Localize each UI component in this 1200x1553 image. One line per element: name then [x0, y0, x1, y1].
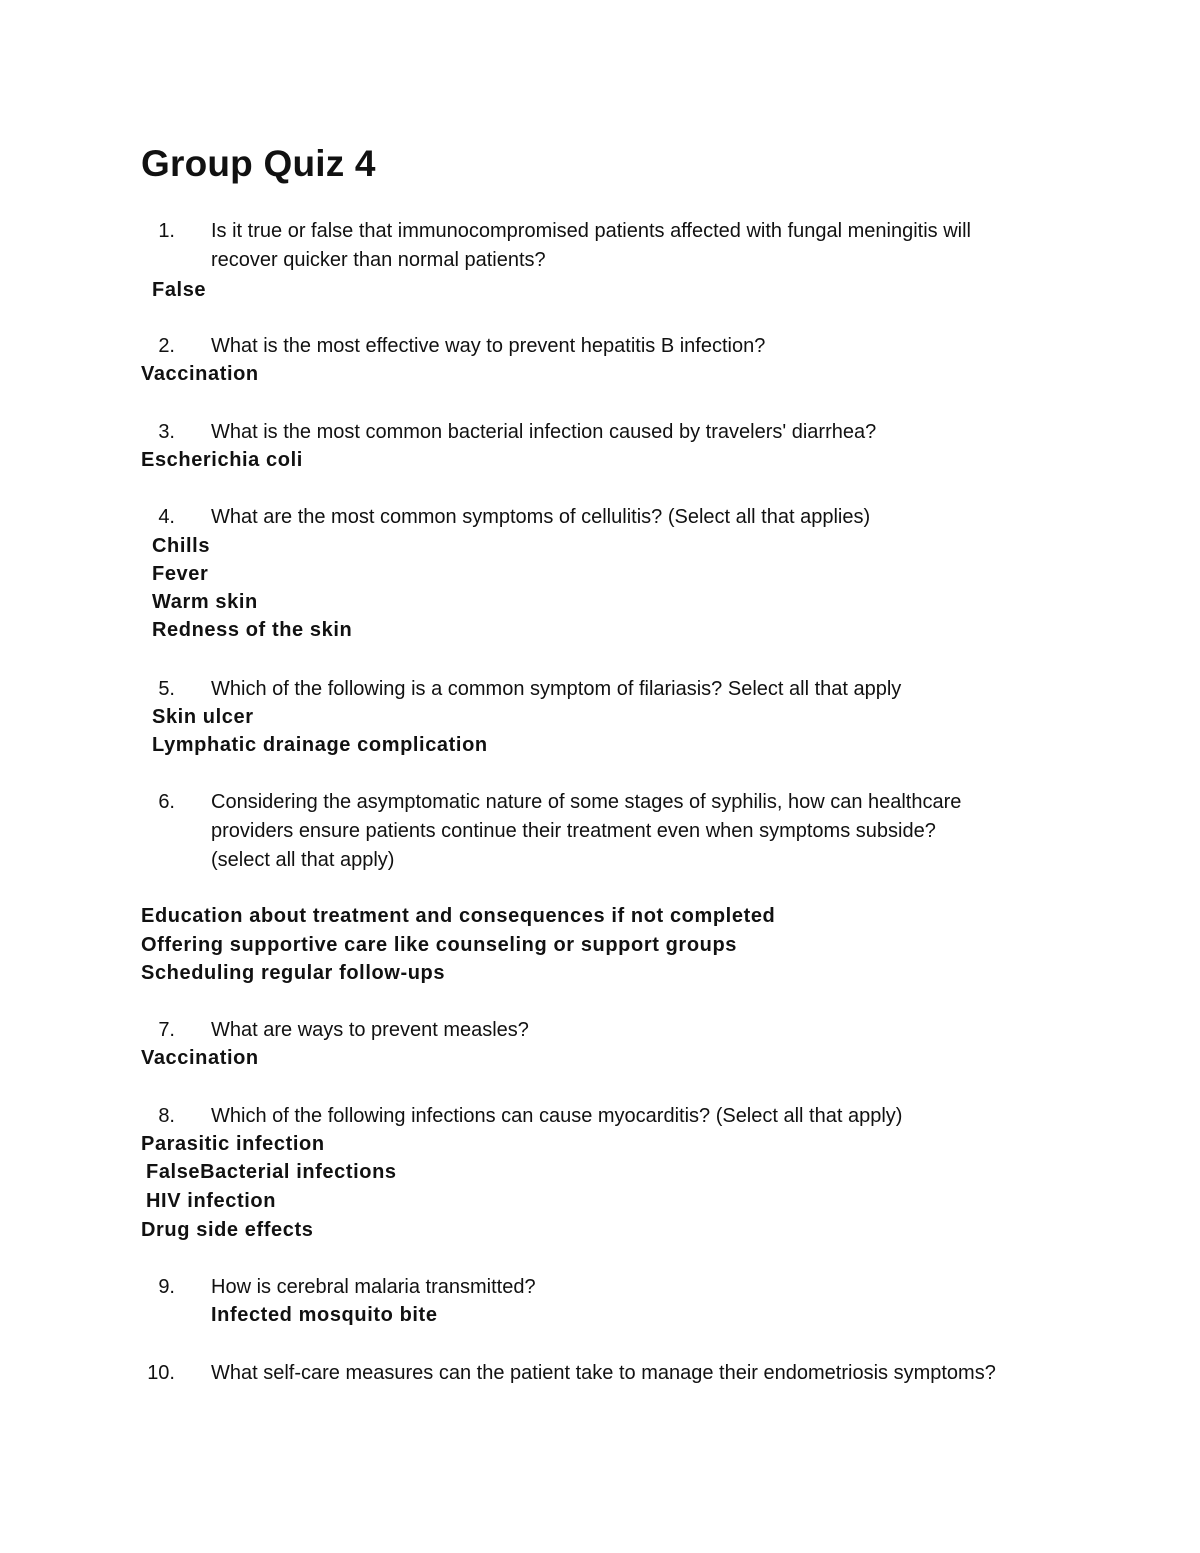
question-number: 3.: [158, 421, 175, 443]
answer-3-1: Escherichia coli: [141, 449, 303, 471]
question-text: What are the most common symptoms of cellulitis? (Select all that applies): [211, 506, 871, 528]
answer-5-2: Lymphatic drainage complication: [152, 734, 488, 756]
question-number: 9.: [158, 1276, 175, 1298]
question-text: Considering the asymptomatic nature of some stages of syphilis, how can healthcare providers ensure patients continue their treatment even when symptoms subside? (select all that apply): [211, 791, 962, 871]
question-number: 10.: [147, 1362, 175, 1384]
question-number: 2.: [158, 335, 175, 357]
question-text: Is it true or false that immunocompromised patients affected with fungal meningitis will recover quicker than normal patients?: [211, 220, 971, 271]
document-title: Group Quiz 4: [141, 143, 376, 184]
question-text: What are ways to prevent measles?: [211, 1019, 529, 1041]
answer-1-1: False: [152, 279, 207, 301]
question-number: 1.: [158, 220, 175, 242]
question-text: How is cerebral malaria transmitted?: [211, 1276, 536, 1298]
answer-4-4: Redness of the skin: [152, 619, 353, 641]
answer-8-4: Drug side effects: [141, 1219, 314, 1241]
question-text: Which of the following infections can cause myocarditis? (Select all that apply): [211, 1105, 903, 1127]
answer-6-3: Scheduling regular follow-ups: [141, 962, 446, 984]
answer-4-2: Fever: [152, 563, 209, 585]
answer-7-1: Vaccination: [141, 1047, 259, 1069]
question-number: 8.: [158, 1105, 175, 1127]
answer-4-3: Warm skin: [152, 591, 258, 613]
answer-2-1: Vaccination: [141, 363, 259, 385]
answer-8-1: Parasitic infection: [141, 1133, 325, 1155]
question-text: What is the most effective way to prevent hepatitis B infection?: [211, 335, 766, 357]
answer-8-2: FalseBacterial infections: [146, 1161, 397, 1183]
question-number: 7.: [158, 1019, 175, 1041]
answer-4-1: Chills: [152, 535, 211, 557]
question-number: 4.: [158, 506, 175, 528]
question-text: Which of the following is a common symptom of filariasis? Select all that apply: [211, 678, 902, 700]
answer-5-1: Skin ulcer: [152, 706, 254, 728]
question-text: What self-care measures can the patient take to manage their endometriosis symptoms?: [211, 1362, 996, 1384]
question-number: 5.: [158, 678, 175, 700]
answer-8-3: HIV infection: [146, 1190, 277, 1212]
answer-9-1: Infected mosquito bite: [211, 1304, 438, 1326]
answer-6-1: Education about treatment and consequences if not completed: [141, 905, 776, 927]
question-number: 6.: [158, 791, 175, 813]
answer-6-2: Offering supportive care like counseling or support groups: [141, 934, 737, 956]
question-text: What is the most common bacterial infection caused by travelers' diarrhea?: [211, 421, 877, 443]
